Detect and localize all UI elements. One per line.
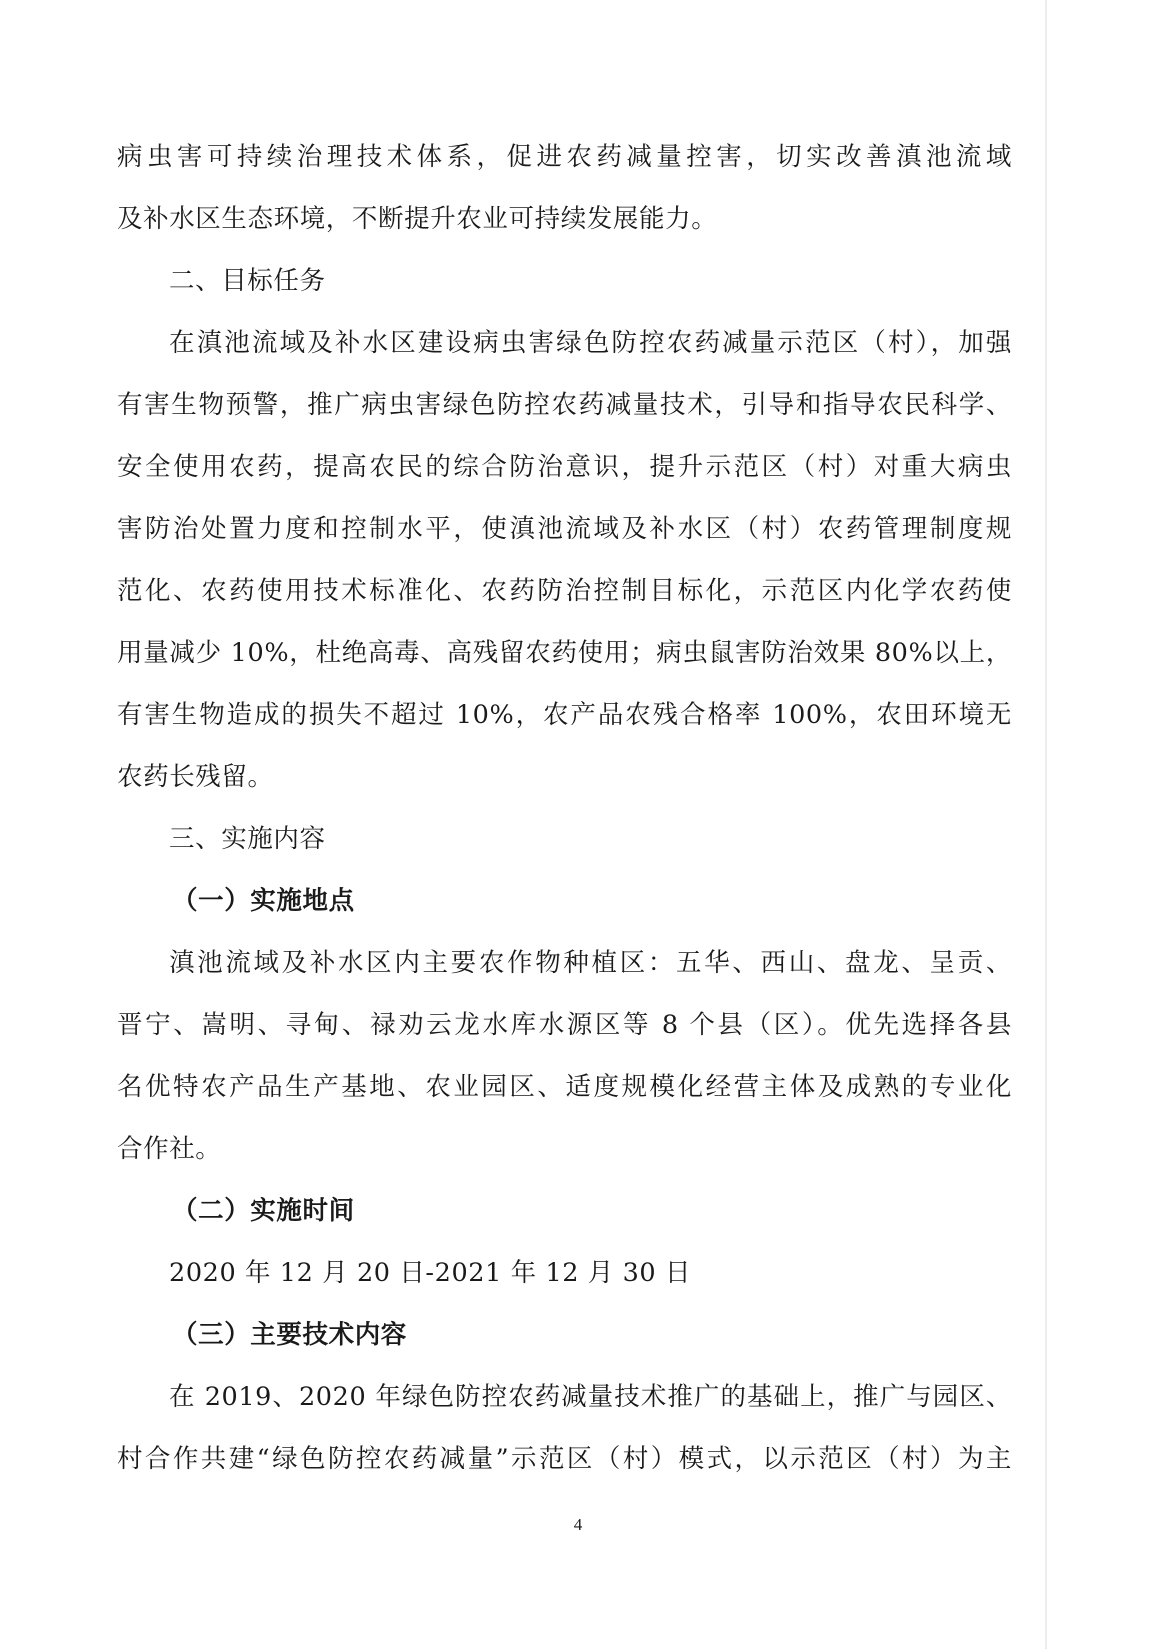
paragraph-line: 名优特农产品生产基地、农业园区、适度规模化经营主体及成熟的专业化	[117, 1072, 1012, 1102]
paragraph-line: 晋宁、嵩明、寻甸、禄劝云龙水库水源区等 8 个县（区）。优先选择各县	[117, 1010, 1012, 1040]
subsection-heading: （一）实施地点	[172, 886, 355, 916]
paragraph-line: 害防治处置力度和控制水平，使滇池流域及补水区（村）农药管理制度规	[117, 514, 1012, 544]
paragraph-line: 村合作共建“绿色防控农药减量”示范区（村）模式，以示范区（村）为主	[117, 1444, 1012, 1474]
paragraph-line: 合作社。	[117, 1134, 222, 1164]
paragraph-line: 有害生物预警，推广病虫害绿色防控农药减量技术，引导和指导农民科学、	[117, 390, 1012, 420]
section-heading: 三、实施内容	[169, 824, 326, 854]
paragraph-line: 安全使用农药，提高农民的综合防治意识，提升示范区（村）对重大病虫	[117, 452, 1012, 482]
paragraph-line: 2020 年 12 月 20 日-2021 年 12 月 30 日	[169, 1258, 692, 1288]
paragraph-line: 范化、农药使用技术标准化、农药防治控制目标化，示范区内化学农药使	[117, 576, 1012, 606]
page-number: 4	[573, 1515, 583, 1534]
paragraph-line: 用量减少 10%，杜绝高毒、高残留农药使用；病虫鼠害防治效果 80%以上，	[117, 638, 1012, 668]
document-body	[117, 126, 1012, 1490]
section-heading: 二、目标任务	[169, 266, 326, 296]
paragraph-line: 及补水区生态环境，不断提升农业可持续发展能力。	[117, 204, 718, 234]
subsection-heading: （二）实施时间	[172, 1196, 355, 1226]
paragraph-line: 在 2019、2020 年绿色防控农药减量技术推广的基础上，推广与园区、	[169, 1382, 1012, 1412]
page-edge	[1045, 0, 1047, 1649]
paragraph-line: 滇池流域及补水区内主要农作物种植区：五华、西山、盘龙、呈贡、	[169, 948, 1012, 978]
paragraph-line: 农药长残留。	[117, 762, 274, 792]
paragraph-line: 病虫害可持续治理技术体系，促进农药减量控害，切实改善滇池流域	[117, 142, 1012, 172]
subsection-heading: （三）主要技术内容	[172, 1320, 407, 1350]
paragraph-line: 有害生物造成的损失不超过 10%，农产品农残合格率 100%，农田环境无	[117, 700, 1012, 730]
paragraph-line: 在滇池流域及补水区建设病虫害绿色防控农药减量示范区（村），加强	[169, 328, 1012, 358]
